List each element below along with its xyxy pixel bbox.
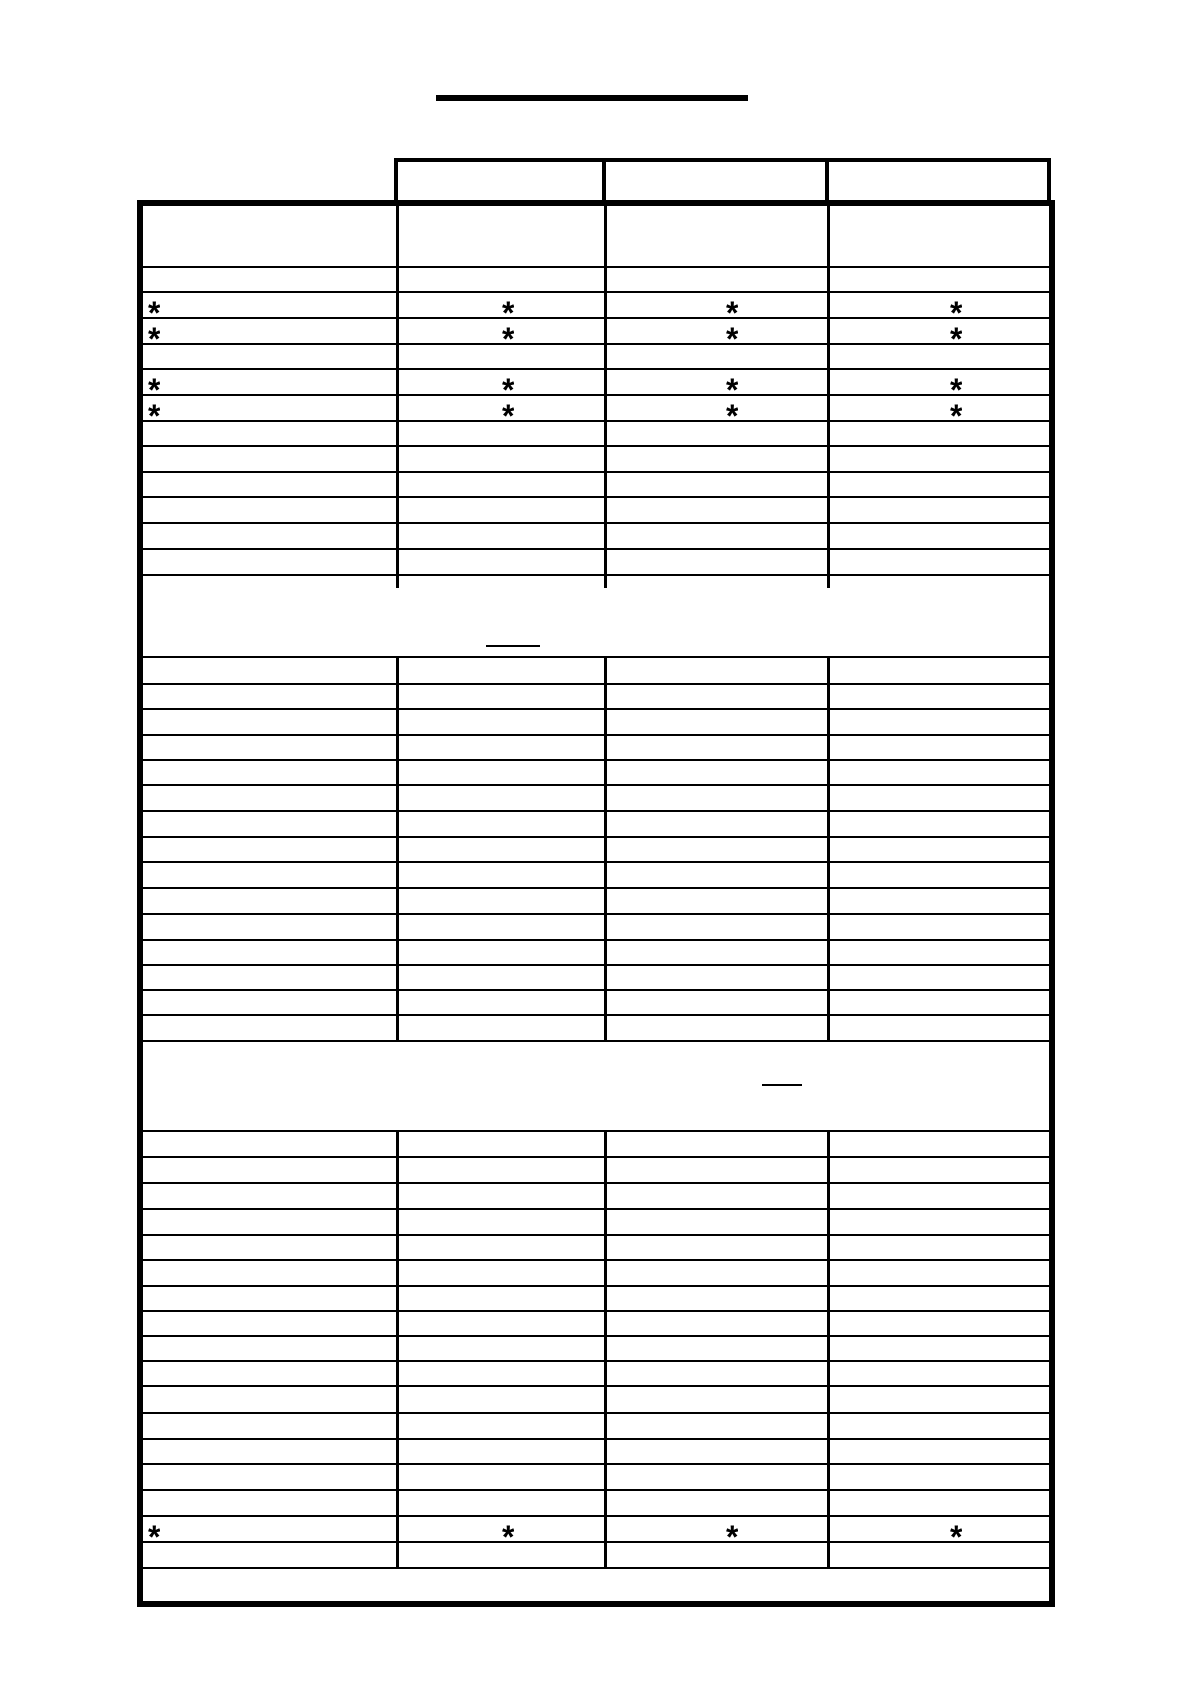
column-divider [396, 658, 399, 1042]
asterisk-marker: * [950, 1521, 963, 1543]
table-row [143, 656, 1049, 658]
table-row [143, 1515, 1049, 1517]
table-row [143, 887, 1049, 889]
table-row [143, 496, 1049, 498]
asterisk-marker: * [726, 400, 739, 422]
table-row [143, 1234, 1049, 1236]
table-row [143, 291, 1049, 293]
asterisk-marker: * [148, 323, 161, 345]
table-row [143, 708, 1049, 710]
column-divider [604, 204, 607, 588]
table-row [143, 1360, 1049, 1362]
asterisk-marker: * [726, 297, 739, 319]
table-row [143, 522, 1049, 524]
table-row [143, 343, 1049, 345]
table-row [143, 939, 1049, 941]
table-row [143, 317, 1049, 319]
section-underline [762, 1084, 802, 1086]
table-row [143, 1040, 1049, 1042]
table-row [143, 394, 1049, 396]
asterisk-marker: * [950, 297, 963, 319]
table-row [143, 368, 1049, 370]
asterisk-marker: * [950, 323, 963, 345]
asterisk-marker: * [502, 400, 515, 422]
table-row [143, 574, 1049, 576]
table-row [143, 445, 1049, 447]
title-rule [436, 95, 748, 101]
table-row [143, 913, 1049, 915]
table-row [143, 266, 1049, 268]
column-header-box [394, 158, 1051, 204]
table-row [143, 1489, 1049, 1491]
table-row [143, 784, 1049, 786]
asterisk-marker: * [950, 400, 963, 422]
table-row [143, 759, 1049, 761]
column-header-divider [602, 158, 606, 204]
column-divider [396, 204, 399, 588]
column-divider [827, 658, 830, 1042]
table-row [143, 548, 1049, 550]
table-row [143, 1463, 1049, 1465]
asterisk-marker: * [502, 323, 515, 345]
table-row [143, 1567, 1049, 1569]
column-divider [396, 1132, 399, 1569]
table-row [143, 1412, 1049, 1414]
table-row [143, 1208, 1049, 1210]
asterisk-marker: * [148, 400, 161, 422]
table-row [143, 1259, 1049, 1261]
table-row [143, 861, 1049, 863]
table-row [143, 989, 1049, 991]
table-row [143, 836, 1049, 838]
table-row [143, 1182, 1049, 1184]
column-divider [827, 1132, 830, 1569]
table-row [143, 734, 1049, 736]
table-row [143, 964, 1049, 966]
table-row [143, 1156, 1049, 1158]
asterisk-marker: * [726, 1521, 739, 1543]
column-divider [604, 1132, 607, 1569]
table-row [143, 1310, 1049, 1312]
table-row [143, 1438, 1049, 1440]
table-row [143, 683, 1049, 685]
table-row [143, 471, 1049, 473]
asterisk-marker: * [148, 297, 161, 319]
asterisk-marker: * [726, 323, 739, 345]
section-underline [486, 645, 540, 647]
table-row [143, 1285, 1049, 1287]
asterisk-marker: * [726, 374, 739, 396]
table-row [143, 1335, 1049, 1337]
asterisk-marker: * [950, 374, 963, 396]
column-header-divider [825, 158, 829, 204]
asterisk-marker: * [148, 1521, 161, 1543]
asterisk-marker: * [502, 297, 515, 319]
table-row [143, 1385, 1049, 1387]
page-title [436, 60, 748, 90]
table-row [143, 810, 1049, 812]
table-row [143, 1541, 1049, 1543]
table-row [143, 1014, 1049, 1016]
asterisk-marker: * [502, 374, 515, 396]
table-row [143, 1130, 1049, 1132]
column-divider [827, 204, 830, 588]
form-table-frame [137, 200, 1055, 1607]
column-divider [604, 658, 607, 1042]
asterisk-marker: * [148, 374, 161, 396]
table-row [143, 420, 1049, 422]
asterisk-marker: * [502, 1521, 515, 1543]
